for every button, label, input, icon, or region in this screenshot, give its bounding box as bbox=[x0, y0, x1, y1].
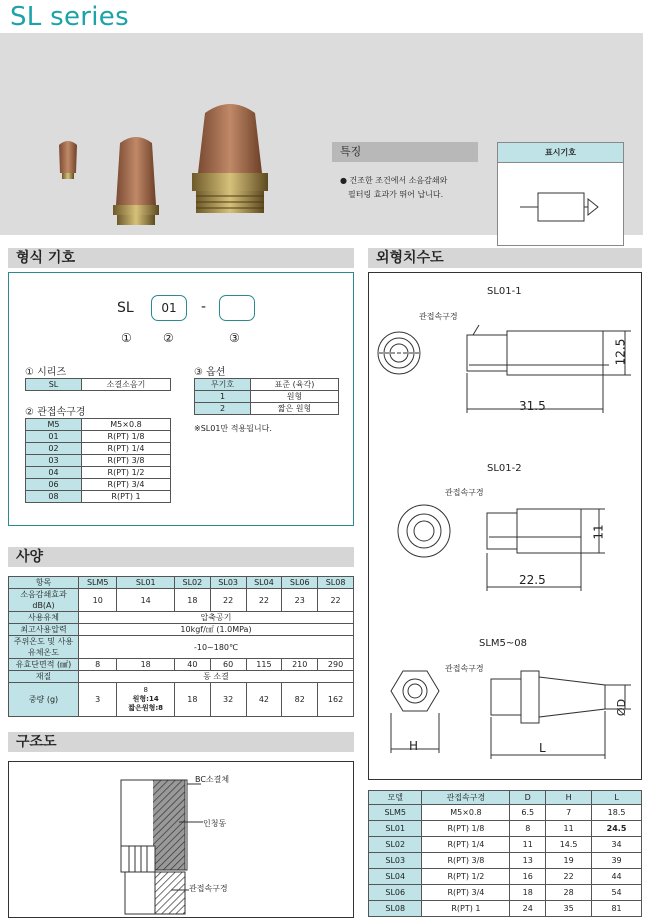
model-code-header: 형식 기호 bbox=[8, 248, 354, 268]
symbol-box bbox=[497, 142, 624, 246]
cell: SL02 bbox=[369, 837, 422, 853]
weight-line: 8 bbox=[143, 686, 148, 694]
table-row bbox=[26, 431, 171, 443]
cell: R(PT) 1/4 bbox=[422, 837, 510, 853]
cell: 28 bbox=[546, 885, 592, 901]
cell: 10 bbox=[79, 589, 117, 612]
series-table bbox=[25, 378, 171, 391]
col-header: SL03 bbox=[210, 577, 246, 589]
table-row bbox=[9, 589, 354, 612]
model-code-box bbox=[8, 272, 354, 526]
cell: 8 bbox=[510, 821, 546, 837]
d3-L: L bbox=[539, 741, 546, 755]
cell: 22 bbox=[546, 869, 592, 885]
table-row bbox=[369, 901, 642, 917]
row-label: 유효단면적 (㎟) bbox=[9, 659, 79, 671]
cell: 60 bbox=[210, 659, 246, 671]
table-row bbox=[369, 805, 642, 821]
cell: 10kgf/㎠ (1.0MPa) bbox=[79, 624, 354, 636]
table-row bbox=[369, 821, 642, 837]
d2-port: 관접속구경 bbox=[445, 488, 484, 497]
cell: 3 bbox=[79, 683, 117, 717]
port-size: R(PT) 3/4 bbox=[82, 479, 171, 491]
table-row bbox=[369, 885, 642, 901]
cell: 16 bbox=[510, 869, 546, 885]
d2-diameter: 11 bbox=[591, 524, 606, 540]
cell: 8 bbox=[79, 659, 117, 671]
d3-H: H bbox=[409, 739, 419, 753]
table-row bbox=[195, 379, 339, 391]
cell: 24.5 bbox=[592, 821, 642, 837]
table-row bbox=[9, 659, 354, 671]
cell: SL08 bbox=[369, 901, 422, 917]
port-size: R(PT) 1/2 bbox=[82, 467, 171, 479]
col-header: SL02 bbox=[174, 577, 210, 589]
dims-box bbox=[368, 272, 642, 780]
table-row bbox=[26, 479, 171, 491]
cell: 14.5 bbox=[546, 837, 592, 853]
dims-header: 외형치수도 bbox=[368, 248, 642, 268]
row-label: 최고사용압력 bbox=[9, 624, 79, 636]
d2-title: SL01-2 bbox=[487, 463, 522, 474]
cell: R(PT) 1 bbox=[422, 901, 510, 917]
port-code: 06 bbox=[26, 479, 82, 491]
col-header: D bbox=[510, 791, 546, 805]
cell: M5×0.8 bbox=[422, 805, 510, 821]
cell: 35 bbox=[546, 901, 592, 917]
port-code: 08 bbox=[26, 491, 82, 503]
d1-port: 관접속구경 bbox=[419, 312, 458, 321]
num-2: ② bbox=[163, 331, 174, 345]
cell: R(PT) 3/4 bbox=[422, 885, 510, 901]
row-label: 소음감쇄효과 dB(A) bbox=[9, 589, 79, 612]
table-row bbox=[26, 467, 171, 479]
table-row bbox=[369, 853, 642, 869]
option-desc: 짧은 원형 bbox=[251, 403, 339, 415]
d1-title: SL01-1 bbox=[487, 286, 522, 297]
row-label: 주위온도 및 사용 유체온도 bbox=[9, 636, 79, 659]
specs-table bbox=[8, 576, 354, 717]
row-label: 중량 (g) bbox=[9, 683, 79, 717]
cell: 34 bbox=[592, 837, 642, 853]
structure-box bbox=[8, 761, 354, 918]
col-header: SL04 bbox=[246, 577, 282, 589]
cell: 18.5 bbox=[592, 805, 642, 821]
series-code: SL bbox=[26, 379, 82, 391]
port-size: R(PT) 1/4 bbox=[82, 443, 171, 455]
d1-length: 31.5 bbox=[519, 399, 546, 413]
cell: 44 bbox=[592, 869, 642, 885]
cell: R(PT) 1/8 bbox=[422, 821, 510, 837]
row-label: 사용유체 bbox=[9, 612, 79, 624]
cell: 18 bbox=[174, 683, 210, 717]
label-port: 관접속구경 bbox=[189, 884, 228, 893]
cell: 14 bbox=[117, 589, 175, 612]
code-box-2 bbox=[219, 295, 255, 321]
cell: SL03 bbox=[369, 853, 422, 869]
table-row bbox=[26, 455, 171, 467]
option-code: 2 bbox=[195, 403, 251, 415]
cell: 32 bbox=[210, 683, 246, 717]
cell: 11 bbox=[510, 837, 546, 853]
port-code: 03 bbox=[26, 455, 82, 467]
cell: 22 bbox=[246, 589, 282, 612]
label-bc: BC소결체 bbox=[195, 775, 230, 784]
cell: 18 bbox=[117, 659, 175, 671]
port-size: R(PT) 1 bbox=[82, 491, 171, 503]
option-code: 무기호 bbox=[195, 379, 251, 391]
cell: SL01 bbox=[369, 821, 422, 837]
table-row bbox=[195, 391, 339, 403]
col-header: L bbox=[592, 791, 642, 805]
features-line-2: 필터링 효과가 뛰어 납니다. bbox=[348, 190, 444, 199]
cell: SLM5 bbox=[369, 805, 422, 821]
cell: R(PT) 3/8 bbox=[422, 853, 510, 869]
col-header: SL08 bbox=[318, 577, 354, 589]
code-dash: - bbox=[201, 299, 207, 315]
cell: 210 bbox=[282, 659, 318, 671]
row-label: 재질 bbox=[9, 671, 79, 683]
features-header: 특징 bbox=[332, 142, 478, 162]
weight-line: 원형:14 bbox=[132, 695, 159, 703]
num-3: ③ bbox=[229, 331, 240, 345]
port-table bbox=[25, 418, 171, 503]
port-code: 02 bbox=[26, 443, 82, 455]
cell: 압축공기 bbox=[79, 612, 354, 624]
port-title: ② 관접속구경 bbox=[25, 407, 86, 418]
cell: 39 bbox=[592, 853, 642, 869]
table-row bbox=[9, 624, 354, 636]
series-title: ① 시리즈 bbox=[25, 367, 67, 378]
port-code: M5 bbox=[26, 419, 82, 431]
port-size: R(PT) 3/8 bbox=[82, 455, 171, 467]
code-prefix: SL bbox=[117, 300, 134, 316]
cell: 81 bbox=[592, 901, 642, 917]
port-size: R(PT) 1/8 bbox=[82, 431, 171, 443]
cell: 7 bbox=[546, 805, 592, 821]
option-desc: 표준 (육각) bbox=[251, 379, 339, 391]
features-line-1: ● 건조한 조건에서 소음감쇄와 bbox=[340, 176, 448, 185]
table-row bbox=[9, 612, 354, 624]
option-table bbox=[194, 378, 339, 415]
series-name: 소결소음기 bbox=[82, 379, 171, 391]
cell: 11 bbox=[546, 821, 592, 837]
col-header: SLM5 bbox=[79, 577, 117, 589]
table-row bbox=[9, 683, 354, 717]
table-row bbox=[369, 837, 642, 853]
port-size: M5×0.8 bbox=[82, 419, 171, 431]
cell: 19 bbox=[546, 853, 592, 869]
structure-drawing bbox=[9, 762, 353, 917]
option-code: 1 bbox=[195, 391, 251, 403]
cell: 6.5 bbox=[510, 805, 546, 821]
table-row bbox=[26, 419, 171, 431]
cell: 22 bbox=[318, 589, 354, 612]
d3-D: ØD bbox=[615, 698, 629, 717]
page-title: SL series bbox=[10, 2, 129, 32]
structure-header: 구조도 bbox=[8, 732, 354, 752]
cell: 162 bbox=[318, 683, 354, 717]
d2-length: 22.5 bbox=[519, 573, 546, 587]
option-title: ③ 옵션 bbox=[194, 367, 226, 378]
cell: -10~180℃ bbox=[79, 636, 354, 659]
col-header: 항목 bbox=[9, 577, 79, 589]
code-box-1: 01 bbox=[151, 295, 187, 321]
table-row bbox=[26, 491, 171, 503]
col-header: SL01 bbox=[117, 577, 175, 589]
label-bronze: 인청동 bbox=[203, 819, 227, 828]
port-code: 04 bbox=[26, 467, 82, 479]
table-row bbox=[9, 577, 354, 589]
table-row bbox=[195, 403, 339, 415]
col-header: SL06 bbox=[282, 577, 318, 589]
cell: R(PT) 1/2 bbox=[422, 869, 510, 885]
d3-title: SLM5~08 bbox=[479, 638, 528, 649]
col-header: 관접속구경 bbox=[422, 791, 510, 805]
cell: 22 bbox=[210, 589, 246, 612]
option-desc: 원형 bbox=[251, 391, 339, 403]
num-1: ① bbox=[121, 331, 132, 345]
table-row bbox=[9, 636, 354, 659]
option-note: ※SL01만 적용됩니다. bbox=[194, 424, 272, 433]
cell: 13 bbox=[510, 853, 546, 869]
cell: 18 bbox=[510, 885, 546, 901]
cell: SL04 bbox=[369, 869, 422, 885]
table-row bbox=[26, 443, 171, 455]
cell: 54 bbox=[592, 885, 642, 901]
cell: 18 bbox=[174, 589, 210, 612]
cell: SL06 bbox=[369, 885, 422, 901]
table-row bbox=[9, 671, 354, 683]
cell-weight-sl01 bbox=[117, 683, 175, 717]
cell: 23 bbox=[282, 589, 318, 612]
product-hero bbox=[0, 33, 643, 235]
col-header: H bbox=[546, 791, 592, 805]
weight-line: 짧은원형:8 bbox=[128, 704, 164, 712]
dimension-table bbox=[368, 790, 642, 917]
cell: 82 bbox=[282, 683, 318, 717]
cell: 42 bbox=[246, 683, 282, 717]
cell: 40 bbox=[174, 659, 210, 671]
symbol-header: 표시기호 bbox=[498, 143, 623, 163]
d1-diameter: 12.5 bbox=[613, 338, 628, 366]
port-code: 01 bbox=[26, 431, 82, 443]
silencer-symbol-icon bbox=[498, 163, 623, 243]
cell: 290 bbox=[318, 659, 354, 671]
cell: 24 bbox=[510, 901, 546, 917]
cell: 115 bbox=[246, 659, 282, 671]
table-row bbox=[369, 791, 642, 805]
d3-port: 관접속구경 bbox=[445, 664, 484, 673]
specs-header: 사양 bbox=[8, 547, 354, 567]
table-row bbox=[369, 869, 642, 885]
col-header: 모델 bbox=[369, 791, 422, 805]
cell: 동 소결 bbox=[79, 671, 354, 683]
